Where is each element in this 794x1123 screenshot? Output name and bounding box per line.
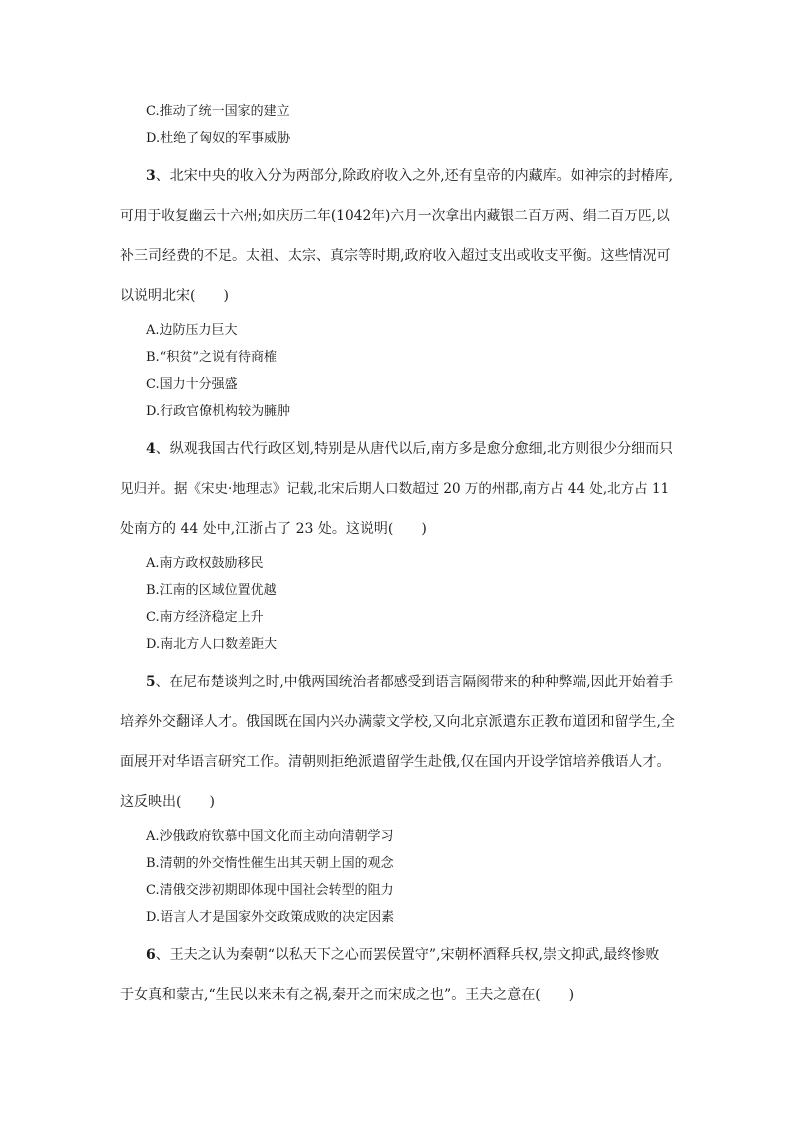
q5-option-c: C.清俄交涉初期即体现中国社会转型的阻力 [146,883,394,898]
q3-option-c: C.国力十分强盛 [146,377,238,392]
q5-option-d: D.语言人才是国家外交政策成败的决定因素 [146,910,395,925]
q3-number: 3 [146,168,156,184]
q5-stem-line-4: 这反映出( ) [120,794,215,810]
q2-option-c: C.推动了统一国家的建立 [146,104,290,119]
q4-option-a: A.南方政权鼓励移民 [146,556,264,571]
q5-option-a: A.沙俄政府钦慕中国文化而主动向清朝学习 [146,829,394,844]
q4-option-d: D.南北方人口数差距大 [146,637,278,652]
q6-stem-line-1: 6、王夫之认为秦朝“以私天下之心而罢侯置守”,宋朝杯酒释兵权,崇文抑武,最终惨败 [146,947,660,963]
q3-option-d: D.行政官僚机构较为臃肿 [146,404,291,419]
q5-option-b: B.清朝的外交惰性催生出其天朝上国的观念 [146,856,394,871]
q3-stem-line-2: 可用于收复幽云十六州;如庆历二年(1042年)六月一次拿出内藏银二百万两、绢二百万匹,以 [120,208,670,224]
q5-stem-line-1: 5、在尼布楚谈判之时,中俄两国统治者都感受到语言隔阂带来的种种弊端,因此开始着手 [146,674,674,690]
q4-option-b: B.江南的区域位置优越 [146,583,277,598]
q3-option-b: B.“积贫”之说有待商榷 [146,350,277,365]
q4-stem-line-3: 处南方的 44 处中,江浙占了 23 处。这说明( ) [120,521,427,537]
q6-stem-line-2: 于女真和蒙古,“生民以来未有之祸,秦开之而宋成之也”。王夫之意在( ) [120,987,575,1003]
q5-stem-line-3: 面展开对华语言研究工作。清朝则拒绝派遣留学生赴俄,仅在国内开设学馆培养俄语人才。 [120,754,671,770]
q3-stem-line-3: 补三司经费的不足。太祖、太宗、真宗等时期,政府收入超过支出或收支平衡。这些情况可 [120,248,671,264]
q6-number: 6 [146,947,156,963]
q3-option-a: A.边防压力巨大 [146,323,238,338]
q5-stem-line-2: 培养外交翻译人才。俄国既在国内兴办满蒙文学校,又向北京派遣东正教布道团和留学生,全 [120,714,675,730]
q4-stem-line-2: 见归并。据《宋史·地理志》记载,北宋后期人口数超过 20 万的州郡,南方占 44 处,北方占 11 [120,481,670,497]
q4-number: 4 [146,441,156,457]
q5-number: 5 [146,674,156,690]
q2-option-d: D.杜绝了匈奴的军事威胁 [146,131,291,146]
q3-stem-line-1: 3、北宋中央的收入分为两部分,除政府收入之外,还有皇帝的内藏库。如神宗的封椿库, [146,168,674,184]
q3-stem-line-4: 以说明北宋( ) [120,288,229,304]
q4-option-c: C.南方经济稳定上升 [146,610,264,625]
q4-stem-line-1: 4、纵观我国古代行政区划,特别是从唐代以后,南方多是愈分愈细,北方则很少分细而只 [146,441,674,457]
